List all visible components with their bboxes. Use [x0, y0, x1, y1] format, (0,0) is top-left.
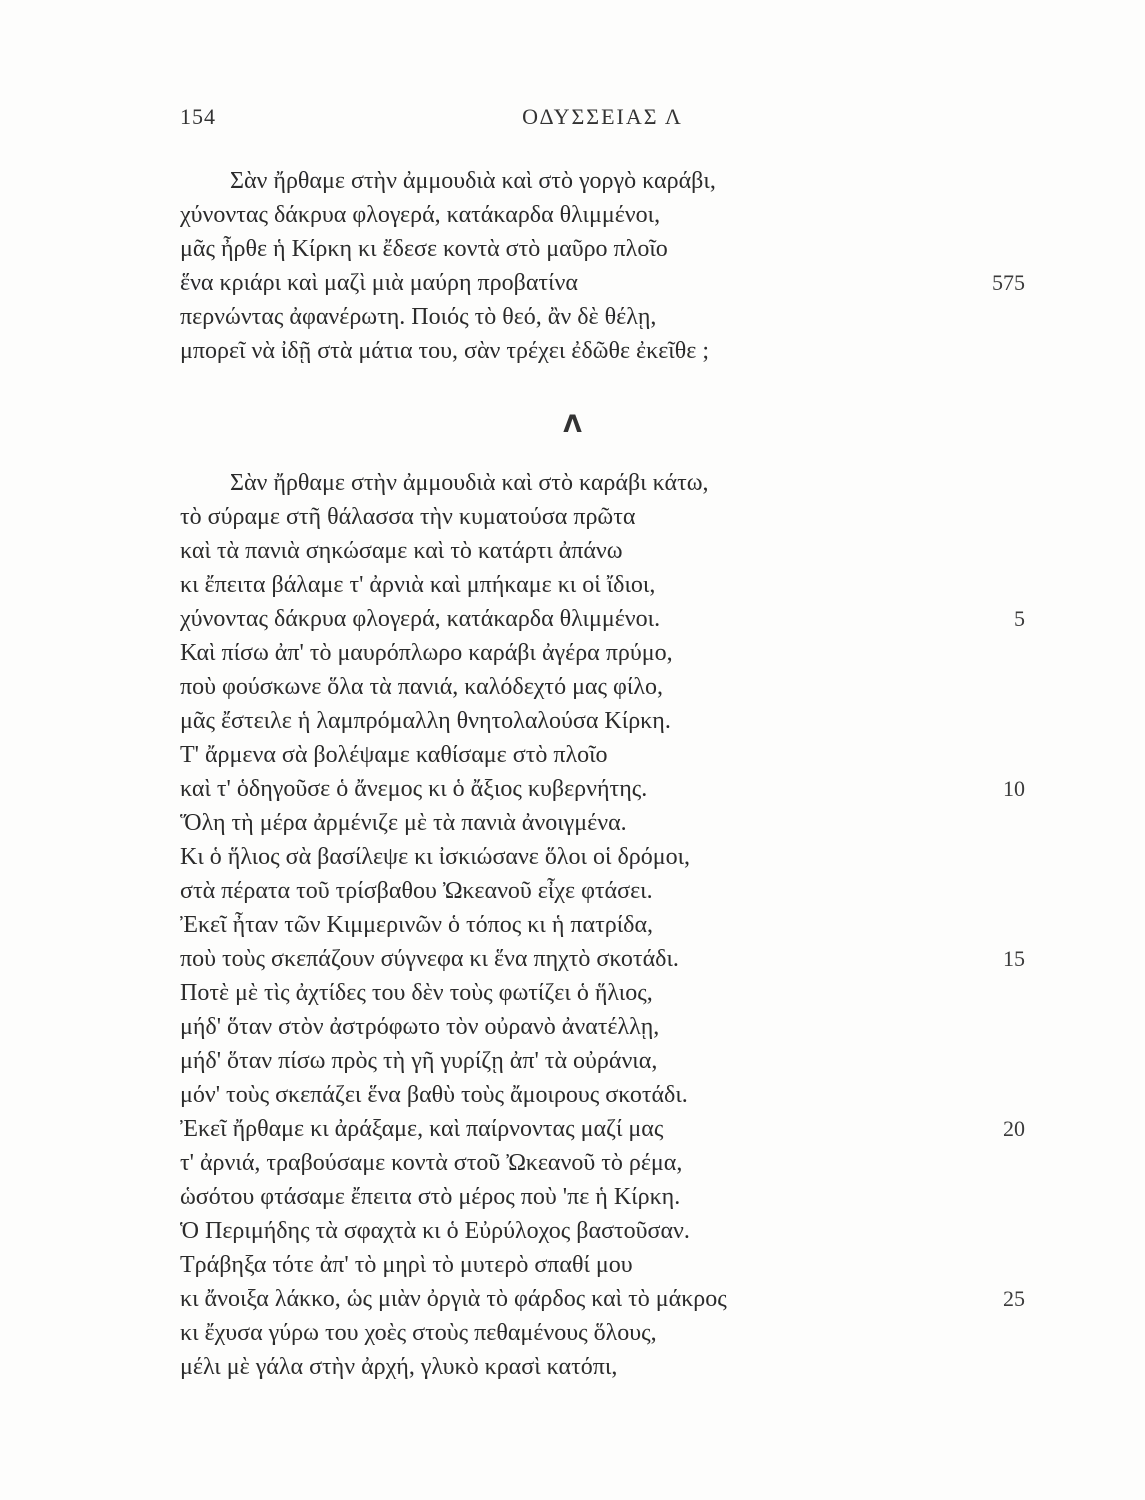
verse-line: [180, 334, 1040, 368]
line-number: 575: [992, 270, 1025, 295]
verse-line: [180, 976, 1040, 1010]
line-number: 5: [1014, 606, 1025, 631]
verse-text: τ' ἀρνιά, τραβούσαμε κοντὰ στοῦ Ὠκεανοῦ τὸ ρέμα,: [180, 1150, 683, 1176]
verse-line: [180, 1214, 1040, 1248]
verse-line: [180, 1112, 1040, 1146]
line-number: 25: [1003, 1286, 1025, 1311]
verse-line: [180, 500, 1040, 534]
verse-text: κι ἄνοιξα λάκκο, ὡς μιὰν ὀργιὰ τὸ φάρδος καὶ τὸ μάκρος: [180, 1286, 727, 1312]
line-number: 15: [1003, 946, 1025, 971]
verse-text: μᾶς ἔστειλε ἡ λαμπρόμαλλη θνητολαλούσα Κίρκη.: [180, 708, 671, 734]
verse-line: [180, 534, 1040, 568]
verse-text: Τ' ἄρμενα σὰ βολέψαμε καθίσαμε στὸ πλοῖο: [180, 742, 608, 768]
verse-text: ποὺ τοὺς σκεπάζουν σύγνεφα κι ἕνα πηχτὸ σκοτάδι.: [180, 946, 679, 972]
verse-line: [180, 840, 1040, 874]
verse-line: [180, 1010, 1040, 1044]
verse-line: [180, 300, 1040, 334]
verse-text: μπορεῖ νὰ ἰδῇ στὰ μάτια του, σὰν τρέχει ἐδῶθε ἐκεῖθε ;: [180, 338, 709, 364]
verse-text: Καὶ πίσω ἀπ' τὸ μαυρόπλωρο καράβι ἀγέρα πρύμο,: [180, 640, 673, 666]
verse-text: περνώντας ἀφανέρωτη. Ποιός τὸ θεό, ἂν δὲ θέλῃ,: [180, 304, 657, 330]
verse-text: Ἐκεῖ ἦταν τῶν Κιμμερινῶν ὁ τόπος κι ἡ πατρίδα,: [180, 912, 654, 938]
verse-text: Κι ὁ ἥλιος σὰ βασίλεψε κι ἰσκιώσανε ὅλοι οἱ δρόμοι,: [180, 844, 691, 870]
verse-line: [180, 874, 1040, 908]
line-number: 10: [1003, 776, 1025, 801]
verse-line: [180, 1180, 1040, 1214]
verse-text: Τράβηξα τότε ἀπ' τὸ μηρὶ τὸ μυτερὸ σπαθί μου: [180, 1252, 633, 1278]
verse-text: μᾶς ἦρθε ἡ Κίρκη κι ἔδεσε κοντὰ στὸ μαῦρο πλοῖο: [180, 236, 668, 262]
main-stanza: [180, 466, 1040, 1384]
verse-text: χύνοντας δάκρυα φλογερά, κατάκαρδα θλιμμένοι,: [180, 202, 661, 228]
verse-line: [180, 1350, 1040, 1384]
verse-line: [180, 806, 1040, 840]
verse-text: κι ἔχυσα γύρω του χοὲς στοὺς πεθαμένους ὅλους,: [180, 1320, 657, 1346]
book-letter-heading: Λ: [563, 410, 582, 438]
book-title: ΟΔΥΣΣΕΙΑΣ Λ: [522, 104, 683, 129]
verse-text: Ποτὲ μὲ τὶς ἀχτίδες του δὲν τοὺς φωτίζει ὁ ἥλιος,: [180, 980, 653, 1006]
verse-line: [180, 1044, 1040, 1078]
verse-text: χύνοντας δάκρυα φλογερά, κατάκαρδα θλιμμένοι.: [180, 606, 661, 632]
verse-text: ἕνα κριάρι καὶ μαζὶ μιὰ μαύρη προβατίνα: [180, 270, 578, 296]
verse-text: ὡσότου φτάσαμε ἔπειτα στὸ μέρος ποὺ 'πε ἡ Κίρκη.: [180, 1184, 681, 1210]
verse-line: [180, 1146, 1040, 1180]
verse-line: [180, 266, 1040, 300]
verse-line: [180, 1248, 1040, 1282]
verse-line: [180, 1316, 1040, 1350]
verse-line: [180, 568, 1040, 602]
verse-line: [180, 164, 1040, 198]
verse-text: μέλι μὲ γάλα στὴν ἀρχή, γλυκὸ κρασὶ κατόπι,: [180, 1354, 618, 1380]
verse-text: καὶ τὰ πανιὰ σηκώσαμε καὶ τὸ κατάρτι ἀπάνω: [180, 538, 623, 564]
verse-text: Ὅλη τὴ μέρα ἀρμένιζε μὲ τὰ πανιὰ ἀνοιγμένα.: [180, 810, 627, 836]
verse-line: [180, 232, 1040, 266]
verse-text: καὶ τ' ὁδηγοῦσε ὁ ἄνεμος κι ὁ ἄξιος κυβερνήτης.: [180, 776, 648, 802]
verse-text: τὸ σύραμε στῆ θάλασσα τὴν κυματούσα πρῶτα: [180, 504, 636, 530]
verse-text: στὰ πέρατα τοῦ τρίσβαθου Ὠκεανοῦ εἶχε φτάσει.: [180, 878, 653, 904]
verse-line: [180, 704, 1040, 738]
verse-text: Σὰν ἤρθαμε στὴν ἀμμουδιὰ καὶ στὸ γοργὸ καράβι,: [230, 168, 716, 194]
verse-text: ποὺ φούσκωνε ὅλα τὰ πανιά, καλόδεχτό μας φίλο,: [180, 674, 663, 700]
verse-text: Ἐκεῖ ἤρθαμε κι ἀράξαμε, καὶ παίρνοντας μαζί μας: [180, 1116, 664, 1142]
verse-text: Ὁ Περιμήδης τὰ σφαχτὰ κι ὁ Εὐρύλοχος βαστοῦσαν.: [180, 1218, 690, 1244]
verse-line: [180, 1282, 1040, 1316]
verse-text: μήδ' ὅταν πίσω πρὸς τὴ γῆ γυρίζῃ ἀπ' τὰ οὐράνια,: [180, 1048, 658, 1074]
page-number: 154: [180, 104, 216, 129]
line-number: 20: [1003, 1116, 1025, 1141]
top-stanza: [180, 164, 1040, 368]
verse-line: [180, 670, 1040, 704]
verse-line: [180, 198, 1040, 232]
verse-line: [180, 942, 1040, 976]
verse-line: [180, 738, 1040, 772]
verse-line: [180, 908, 1040, 942]
verse-line: [180, 636, 1040, 670]
verse-text: κι ἔπειτα βάλαμε τ' ἀρνιὰ καὶ μπήκαμε κι οἱ ἴδιοι,: [180, 572, 656, 598]
verse-line: [180, 1078, 1040, 1112]
verse-line: [180, 772, 1040, 806]
verse-text: Σὰν ἤρθαμε στὴν ἀμμουδιὰ καὶ στὸ καράβι κάτω,: [230, 470, 709, 496]
verse-line: [180, 602, 1040, 636]
verse-line: [180, 466, 1040, 500]
verse-text: μόν' τοὺς σκεπάζει ἕνα βαθὺ τοὺς ἄμοιρους σκοτάδι.: [180, 1082, 688, 1108]
verse-text: μήδ' ὅταν στὸν ἀστρόφωτο τὸν οὐρανὸ ἀνατέλλῃ,: [180, 1014, 660, 1040]
running-head: [180, 104, 1025, 134]
